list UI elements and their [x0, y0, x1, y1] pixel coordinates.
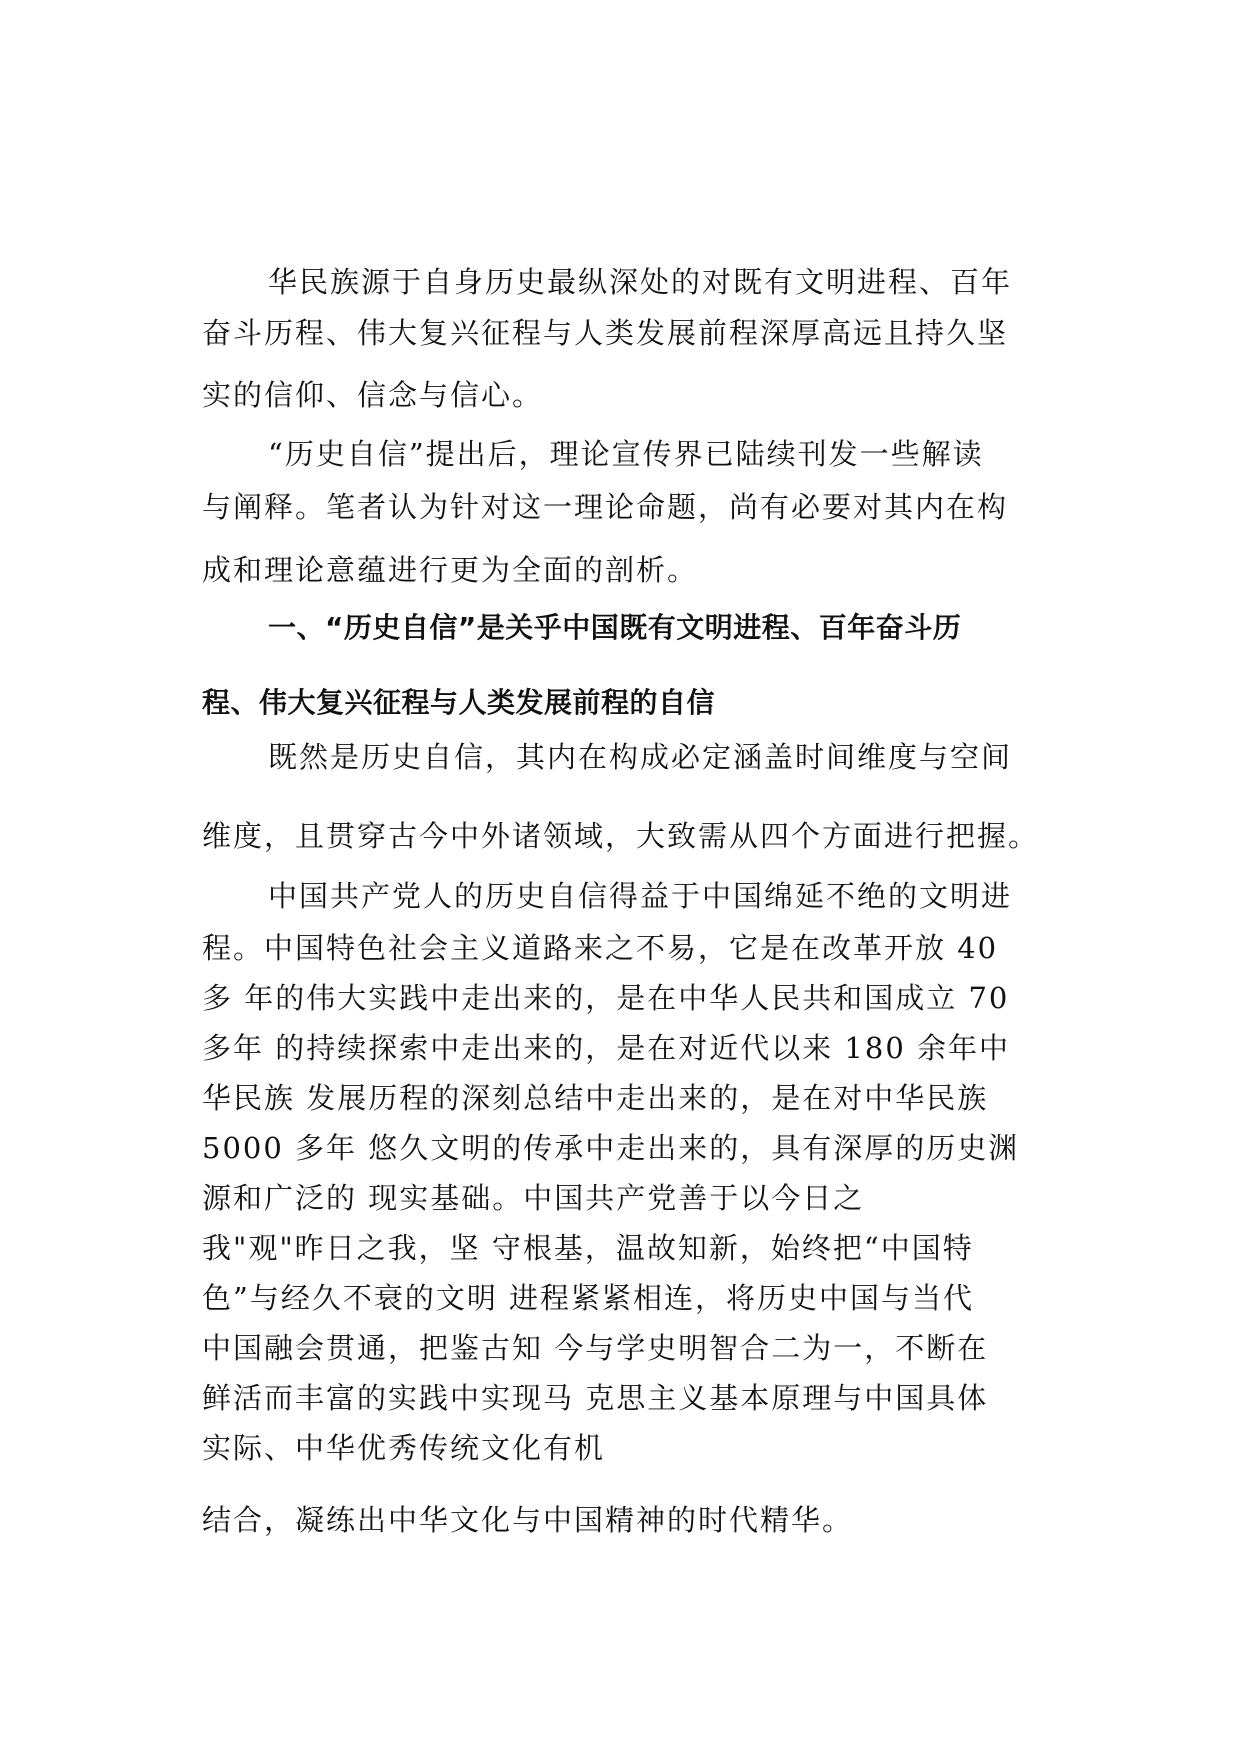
- paragraph-4-line-9: 色”与经久不衰的文明 进程紧紧相连，将历史中国与当代: [202, 1281, 975, 1315]
- paragraph-2-line-1: “历史自信”提出后，理论宣传界已陆续刊发一些解读: [268, 437, 984, 471]
- paragraph-2-line-2: 与阐释。笔者认为针对这一理论命题，尚有必要对其内在构: [202, 490, 1009, 524]
- paragraph-4-line-4: 多年 的持续探索中走出来的，是在对近代以来 180 余年中: [202, 1031, 1011, 1065]
- paragraph-4-line-6: 5000 多年 悠久文明的传承中走出来的，具有深厚的历史渊: [202, 1131, 1020, 1165]
- paragraph-4-line-11: 鲜活而丰富的实践中实现马 克思主义基本原理与中国具体: [202, 1381, 989, 1415]
- paragraph-1-line-1: 华民族源于自身历史最纵深处的对既有文明进程、百年: [268, 265, 1013, 299]
- paragraph-4-line-2: 程。中国特色社会主义道路来之不易，它是在改革开放 40: [202, 931, 999, 965]
- paragraph-3-line-1: 既然是历史自信，其内在构成必定涵盖时间维度与空间: [268, 740, 1013, 774]
- paragraph-4-line-8: 我"观"昨日之我，坚 守根基，温故知新，始终把“中国特: [202, 1231, 974, 1265]
- paragraph-1-line-3: 实的信仰、信念与信心。: [202, 378, 544, 412]
- paragraph-4-line-1: 中国共产党人的历史自信得益于中国绵延不绝的文明进: [268, 879, 1013, 913]
- paragraph-4-line-12: 实际、中华优秀传统文化有机: [202, 1431, 606, 1465]
- paragraph-4-line-5: 华民族 发展历程的深刻总结中走出来的，是在对中华民族: [202, 1081, 989, 1115]
- paragraph-4-line-13: 结合，凝练出中华文化与中国精神的时代精华。: [202, 1503, 854, 1537]
- section-heading-line-1: 一、“历史自信”是关乎中国既有文明进程、百年奋斗历: [268, 611, 962, 644]
- paragraph-4-line-3: 多 年的伟大实践中走出来的，是在中华人民共和国成立 70: [202, 981, 1010, 1015]
- paragraph-4-line-10: 中国融会贯通，把鉴古知 今与学史明智合二为一，不断在: [202, 1331, 989, 1365]
- section-heading-line-2: 程、伟大复兴征程与人类发展前程的自信: [202, 686, 716, 719]
- paragraph-1-line-2: 奋斗历程、伟大复兴征程与人类发展前程深厚高远且持久坚: [202, 316, 1009, 350]
- paragraph-4-line-7: 源和广泛的 现实基础。中国共产党善于以今日之: [202, 1181, 865, 1215]
- paragraph-2-line-3: 成和理论意蕴进行更为全面的剖析。: [202, 553, 699, 587]
- paragraph-3-line-2: 维度，且贯穿古今中外诸领域，大致需从四个方面进行把握。: [202, 819, 1040, 853]
